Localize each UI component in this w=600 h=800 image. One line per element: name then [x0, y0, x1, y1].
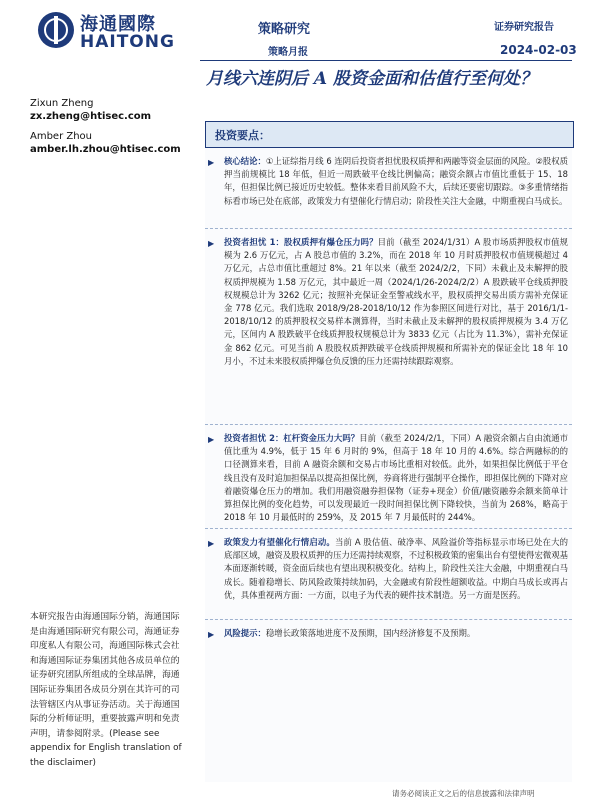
- bullet-divider: [205, 619, 572, 620]
- brand-name-cn: 海通國際: [80, 14, 156, 35]
- bullet-divider: [205, 424, 572, 425]
- summary-bullet: [208, 627, 568, 640]
- summary-label: 投资要点：: [215, 129, 270, 142]
- bullet-icon: ▶: [208, 239, 215, 248]
- header-report-type: 证券研究报告: [494, 22, 554, 33]
- author-name: Zixun Zheng: [30, 98, 94, 109]
- footer-notice: 请务必阅读正文之后的信息披露和法律声明: [392, 789, 535, 798]
- bullet-lead: 核心结论：: [224, 156, 266, 166]
- summary-bullet: [208, 236, 568, 368]
- bullet-icon: ▶: [208, 539, 215, 548]
- header-subcategory: 策略月报: [268, 47, 308, 58]
- haitong-logo-icon: [38, 12, 74, 48]
- bullet-lead: 政策发力有望催化行情启动。: [224, 537, 335, 547]
- author-email[interactable]: amber.lh.zhou@htisec.com: [30, 144, 181, 155]
- bullet-lead: 投资者担忧 2：杠杆资金压力大吗？: [224, 433, 360, 443]
- brand-name-en: HAITONG: [80, 32, 175, 52]
- author-email[interactable]: zx.zheng@htisec.com: [30, 111, 152, 122]
- bullet-text: 当前 A 股估值、破净率、风险溢价等指标显示市场已处在大的底部区域，融资及股权质押的压力还需持续观察，不过积极政策的密集出台有望使得宏微观基本面逐渐转暖，资金面后续也有望出现积极变化。结构上，阶段性关注大金融，中期重视白马成长。随着稳增长、防风险政策持续加码，大金融或有阶段性超额收益。中期白马成长或再占优，具体重视两方面：一方面，以电子为代表的硬件技术制造。另一方面是医药。: [224, 537, 569, 600]
- bullet-text: 目前（截至 2024/2/1，下同）A 融资余额占自由流通市值比重为 4.9%，低于 15 年 6 月时的 9%，但高于 18 年 10 月的 4.6%。综合两融标的的口径测算来看，目前 A 融资余额和交易占市场比重相对较低。此外，如果担保比例低于平仓线且没有及时追加担保品以提高担保比例，券商将进行强制平仓操作，即担保比例的下降对应着融资爆仓压力的增加。我们用融资融券担保物（证券+现金）价值/融资融券余额来简单计算担保比例的变化趋势，可以发现最近一段时间担保比例下降较快，当前为 268%，略高于 2018 年 10 月最低时的 259%，及 2015 年 7 月最低时的 244%。: [224, 433, 568, 523]
- summary-bullet: [208, 536, 568, 602]
- report-title: 月线六连阴后 A 股资金面和估值行至何处？: [206, 69, 538, 89]
- bullet-divider: [205, 228, 572, 229]
- bullet-lead: 投资者担忧 1：股权质押有爆仓压力吗？: [224, 237, 378, 247]
- bullet-icon: ▶: [208, 435, 215, 444]
- bullet-icon: ▶: [208, 630, 215, 639]
- summary-bullet: [208, 432, 568, 524]
- bullet-divider: [205, 528, 572, 529]
- disclaimer-text: 本研究报告由海通国际分销，海通国际是由海通国际研究有限公司，海通证券印度私人有限公司，海通国际株式会社和海通国际证券集团其他各成员单位的证券研究团队所组成的全球品牌，海通国际证券集团各成员分别在其许可的司法管辖区内从事证券活动。关于海通国际的分析师证明，重要披露声明和免责声明，请参阅附录。(Please see appendix for English translation of the disclaimer): [30, 612, 182, 768]
- bullet-lead: 风险提示：: [224, 628, 266, 638]
- summary-bullet: [208, 155, 568, 208]
- bullet-icon: ▶: [208, 158, 215, 167]
- header-category: 策略研究: [258, 22, 311, 37]
- bullet-text: 目前（截至 2024/1/31）A 股市场质押股权市值规模为 2.6 万亿元，占 A 股总市值的 3.2%，而在 2018 年 10 月时质押股权市值规模超过 4 万亿元，占总市值比重超过 8%。21 年以来（截至 2024/2/2，下同）未截止及未解押的股权质押规模为 1.58 万亿元，其中最近一周（2024/1/26-2024/2/2）A 股跌破平仓线质押股权规模总计为 3262 亿元；按照补充保证金至警戒线水平，股权质押交易出质方需补充保证金 778 亿元。我们选取 2018/9/28-2018/10/12 作为参照区间进行对比，基于 2016/1/1-2018/10/12 的质押股权交易样本测算得，当时未截止及未解押的股权质押规模为 3.4 万亿元，区间内 A 股跌破平仓线质押股权规模总计为 3833 亿元（占比为 11.3%），需补充保证金 862 亿元。可见当前 A 股股权质押跌破平仓线质押规模和所需补充的保证金比 18 年 10 月小，不过未来股权质押爆仓负反馈的压力还需持续跟踪观察。: [224, 237, 568, 366]
- author-name: Amber Zhou: [30, 131, 93, 142]
- header-divider: [200, 60, 572, 61]
- header-date: 2024-02-03: [500, 43, 577, 57]
- bullet-text: 稳增长政策落地进度不及预期，国内经济修复不及预期。: [265, 628, 476, 638]
- bullet-text: ①上证综指月线 6 连阴后投资者担忧股权质押和两融等资金层面的风险。②股权质押当前规模比 18 年低，但近一周跌破平仓线比例偏高；融资余额占市值比重低于 15、18 年，但担保比例已接近历史较低。整体来看目前风险不大，后续还要密切跟踪。③多重情绪指标看市场已处在底部，政策发力有望催化行情启动；阶段性关注大金融，中期重视白马成长。: [224, 156, 569, 206]
